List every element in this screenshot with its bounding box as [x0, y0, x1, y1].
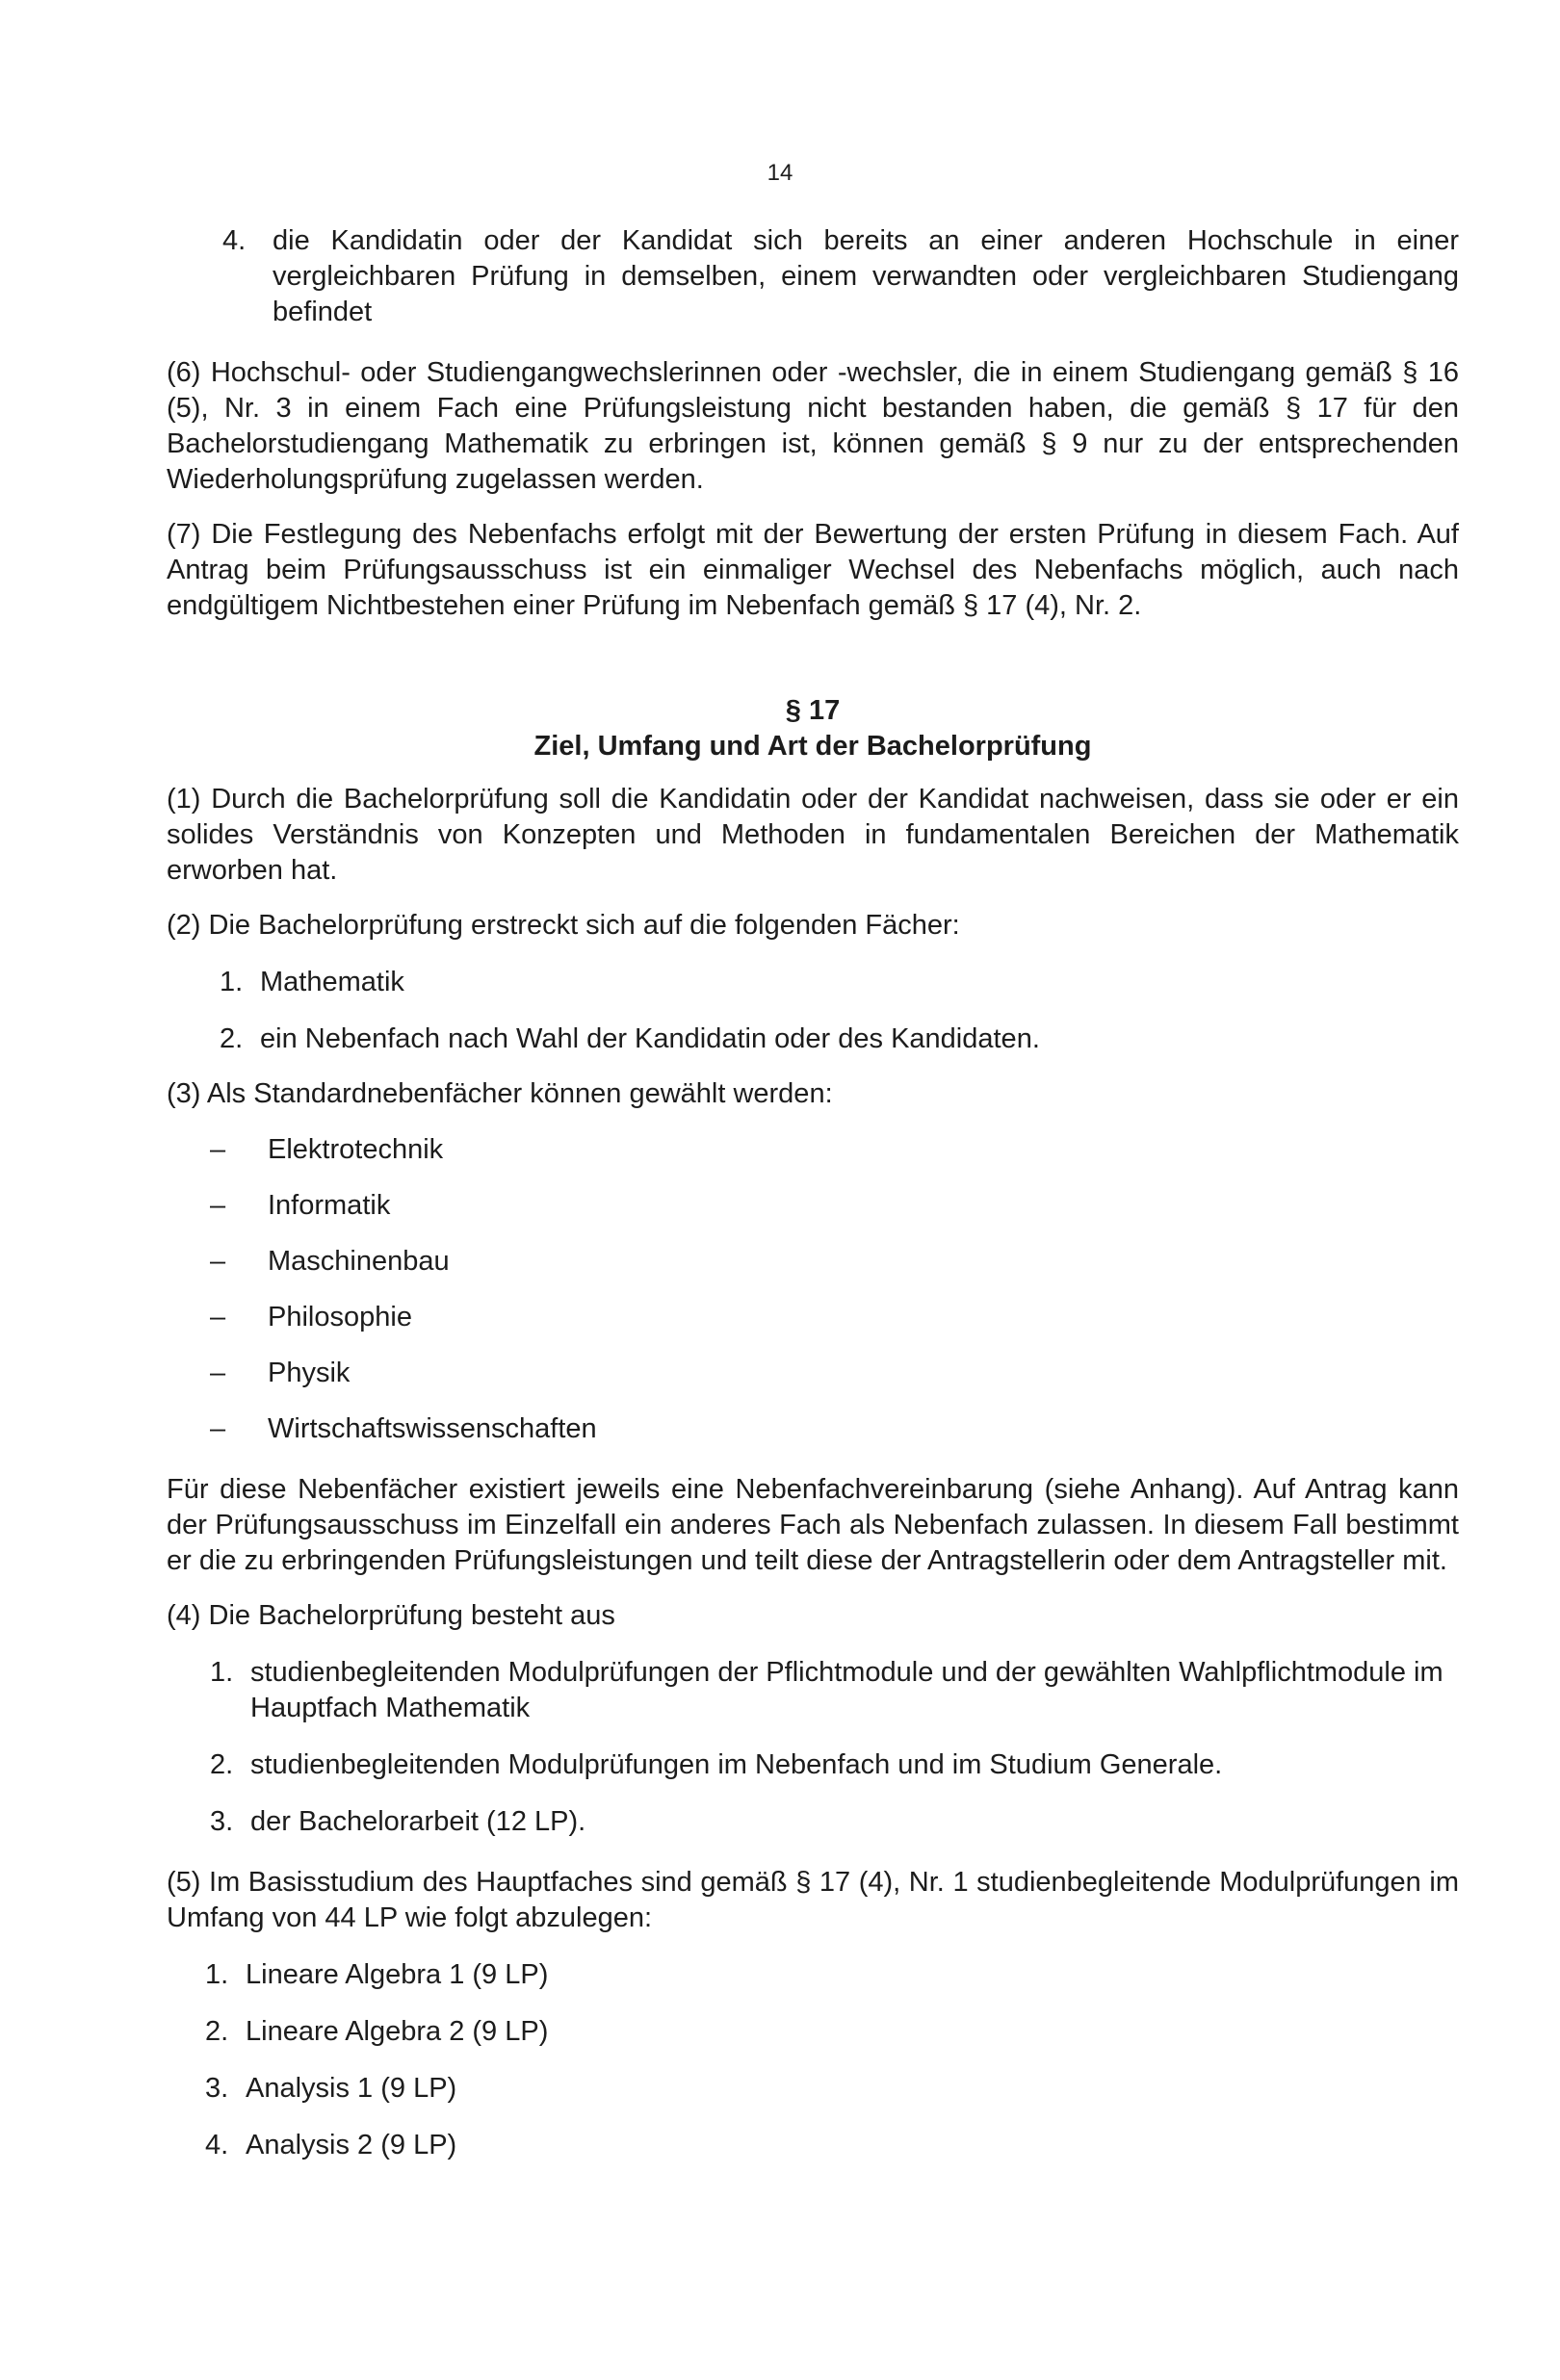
dash-bullet: – [210, 1302, 226, 1332]
list-item [222, 223, 1459, 330]
section-heading [167, 693, 1459, 764]
list-item-number: 2. [220, 1023, 244, 1054]
list-item-text: Wirtschaftswissenschaften [268, 1413, 597, 1444]
section-title: Ziel, Umfang und Art der Bachelorprüfung [533, 731, 1092, 762]
paragraph-7: (7) Die Festlegung des Nebenfachs erfolgt mit der Bewertung der ersten Prüfung in diesem Fach. Auf Antrag beim Prüfungsausschuss ist ein einmaliger Wechsel des Nebenfachs möglich, auch nach endgültigem Nichtbestehen einer Prüfung im Nebenfach gemäß § 17 (4), Nr. 2. [167, 519, 1459, 621]
basic-modules-list [167, 1957, 1459, 2163]
dash-bullet: – [210, 1358, 226, 1388]
list-item-text: Physik [268, 1358, 351, 1388]
list-item [167, 1804, 1459, 1840]
dash-bullet: – [210, 1134, 226, 1165]
section-paragraph-3: (3) Als Standardnebenfächer können gewählt werden: [167, 1078, 833, 1109]
section-paragraph-1: (1) Durch die Bachelorprüfung soll die Kandidatin oder der Kandidat nachweisen, dass sie oder er ein solides Verständnis von Konzepten und Methoden in fundamentalen Bereichen der Mathematik erworben hat. [167, 784, 1459, 886]
section-paragraph-2: (2) Die Bachelorprüfung erstreckt sich auf die folgenden Fächer: [167, 910, 960, 941]
list-item [167, 1957, 1459, 1993]
list-item [167, 1655, 1459, 1726]
list-item-number: 1. [205, 1959, 229, 1990]
subjects-list [167, 965, 1459, 1057]
list-item-number: 3. [205, 2073, 229, 2104]
list-item-number: 1. [220, 967, 244, 997]
list-item-text: Maschinenbau [268, 1246, 450, 1277]
list-item-text: der Bachelorarbeit (12 LP). [250, 1806, 586, 1837]
page-content [167, 223, 1459, 2163]
section-number: § 17 [785, 695, 841, 726]
dash-bullet: – [210, 1246, 226, 1277]
list-item-number: 4. [222, 225, 247, 256]
list-item-text: die Kandidatin oder der Kandidat sich bereits an einer anderen Hochschule in einer vergleichbaren Prüfung in demselben, einem verwandten oder vergleichbaren Studiengang befindet [273, 225, 1459, 327]
section-paragraph-5: (5) Im Basisstudium des Hauptfaches sind gemäß § 17 (4), Nr. 1 studienbegleitende Modulprüfungen im Umfang von 44 LP wie folgt abzulegen: [167, 1867, 1459, 1933]
exam-parts-list [167, 1655, 1459, 1840]
list-item-text: Analysis 2 (9 LP) [246, 2130, 457, 2160]
list-item [167, 1188, 1459, 1224]
section-paragraph-4: (4) Die Bachelorprüfung besteht aus [167, 1600, 615, 1631]
list-item-text: Informatik [268, 1190, 391, 1221]
list-item [167, 1356, 1459, 1391]
list-item-text: studienbegleitenden Modulprüfungen der Pflichtmodule und der gewählten Wahlpflichtmodule im Hauptfach Mathematik [250, 1657, 1443, 1723]
list-item-text: ein Nebenfach nach Wahl der Kandidatin oder des Kandidaten. [260, 1023, 1040, 1054]
list-item [167, 1244, 1459, 1280]
section-paragraph-3-note: Für diese Nebenfächer existiert jeweils eine Nebenfachvereinbarung (siehe Anhang). Auf Antrag kann der Prüfungsausschuss im Einzelfall ein anderes Fach als Nebenfach zulassen. In diesem Fall bestimmt er die zu erbringenden Prüfungsleistungen und teilt diese der Antragstellerin oder dem Antragsteller mit. [167, 1474, 1459, 1576]
list-item-text: Lineare Algebra 1 (9 LP) [246, 1959, 549, 1990]
list-item-number: 4. [205, 2130, 229, 2160]
list-item [167, 1132, 1459, 1168]
list-item-number: 3. [210, 1806, 234, 1837]
list-item-number: 2. [210, 1749, 234, 1780]
minor-subjects-list [167, 1132, 1459, 1447]
list-item-text: Analysis 1 (9 LP) [246, 2073, 457, 2104]
list-item [167, 1022, 1459, 1057]
page-number: 14 [767, 160, 793, 186]
list-item [167, 1300, 1459, 1335]
list-item-text: Philosophie [268, 1302, 412, 1332]
list-item [167, 2014, 1459, 2050]
list-item-text: Lineare Algebra 2 (9 LP) [246, 2016, 549, 2047]
list-item-text: studienbegleitenden Modulprüfungen im Nebenfach und im Studium Generale. [250, 1749, 1223, 1780]
list-item [167, 2128, 1459, 2163]
list-item [167, 2071, 1459, 2107]
list-item-text: Elektrotechnik [268, 1134, 444, 1165]
paragraph-6: (6) Hochschul- oder Studiengangwechslerinnen oder -wechsler, die in einem Studiengang gemäß § 16 (5), Nr. 3 in einem Fach eine Prüfungsleistung nicht bestanden haben, die gemäß § 17 für den Bachelorstudiengang Mathematik zu erbringen ist, können gemäß § 9 nur zu der entsprechenden Wiederholungsprüfung zugelassen werden. [167, 357, 1459, 495]
list-item-number: 1. [210, 1657, 234, 1688]
list-item [167, 1747, 1459, 1783]
dash-bullet: – [210, 1190, 226, 1221]
list-item-number: 2. [205, 2016, 229, 2047]
list-item-text: Mathematik [260, 967, 404, 997]
list-item [167, 965, 1459, 1000]
list-item [167, 1411, 1459, 1447]
dash-bullet: – [210, 1413, 226, 1444]
